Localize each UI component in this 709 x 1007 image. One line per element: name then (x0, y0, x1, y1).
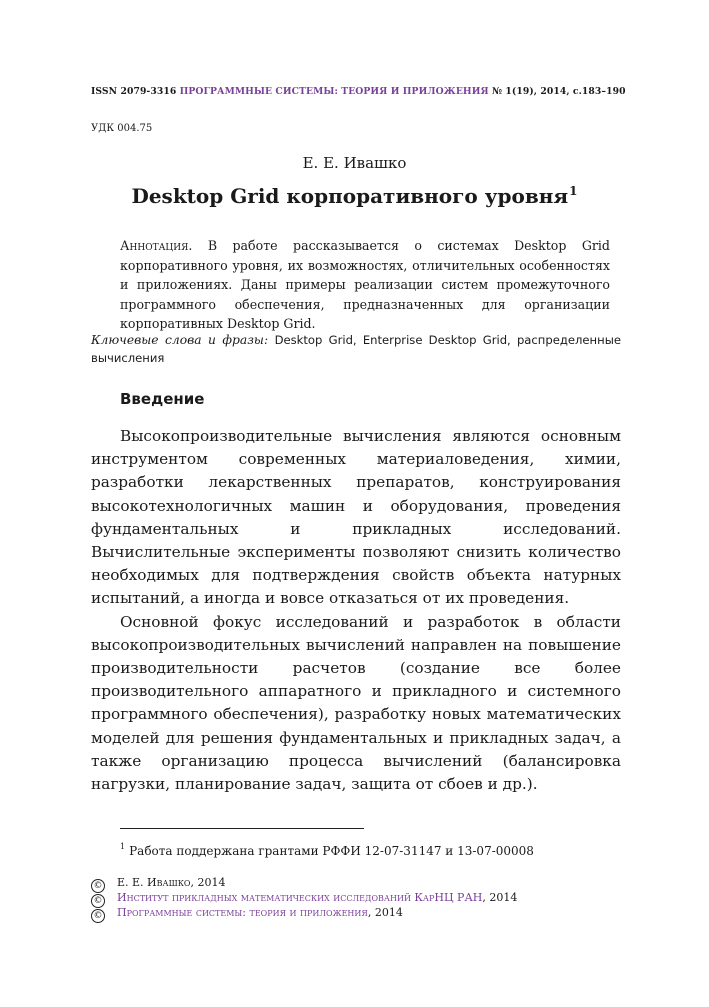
copyright-line (91, 906, 403, 923)
paragraph: Высокопроизводительные вычисления являются основным инструментом современных материаловедения, химии, разработки лекарственных препаратов, конструирования высокотехнологичных машин и оборудования, проведения фундаментальных и прикладных исследований. Вычислительные эксперименты позволяют снизить количество необходимых для подтверждения свойств объекта натурных испытаний, а иногда и вовсе отказаться от их проведения. (91, 427, 621, 608)
issn: ISSN 2079-3316 (91, 86, 177, 97)
footnote (120, 842, 534, 858)
copyright-icon: © (91, 909, 105, 923)
copyright-institute[interactable]: Институт прикладных математических исследований КарНЦ РАН (117, 891, 483, 904)
body-text (91, 425, 621, 796)
copyright-icon: © (91, 894, 105, 908)
issue-info: № 1(19), 2014, с.183–190 (492, 86, 626, 97)
keywords-text: Desktop Grid, Enterprise Desktop Grid, распределенные вычисления (91, 333, 622, 365)
abstract-text: В работе рассказывается о системах Desktop Grid корпоративного уровня, их возможностях, отличительных особенностях и приложениях. Даны примеры реализации систем промежуточного программного обеспечения, предназначенных для организации корпоративных Desktop Grid. (120, 238, 610, 332)
keywords-label: Ключевые слова и фразы: (91, 333, 269, 347)
abstract-label: Аннотация. (120, 238, 193, 253)
title-footnote-mark[interactable]: 1 (569, 184, 578, 198)
copyright-journal[interactable]: Программные системы: теория и приложения (117, 906, 368, 919)
udk-code: УДК 004.75 (91, 123, 153, 134)
copyright-author: Е. Е. Ивашко, 2014 (117, 876, 226, 889)
paper-title (0, 184, 709, 208)
copyright-year: , 2014 (367, 906, 403, 919)
author: Е. Е. Ивашко (302, 154, 407, 172)
copyright-year: , 2014 (482, 891, 518, 904)
section-heading: Введение (120, 390, 205, 408)
footnote-mark: 1 (120, 842, 126, 851)
paper-title-text: Desktop Grid корпоративного уровня (131, 184, 569, 208)
footnote-divider (120, 828, 364, 829)
abstract (120, 236, 610, 334)
footnote-text: Работа поддержана грантами РФФИ 12-07-31147 и 13-07-00008 (129, 844, 534, 858)
copyright-icon: © (91, 879, 105, 893)
journal-name[interactable]: ПРОГРАММНЫЕ СИСТЕМЫ: ТЕОРИЯ И ПРИЛОЖЕНИЯ (179, 86, 489, 97)
keywords (91, 331, 621, 367)
paragraph: Основной фокус исследований и разработок в области высокопроизводительных вычислений направлен на повышение производительности расчетов (создание все более производительного аппаратного и прикладного и системного программного обеспечения), разработку новых математических моделей для решения фундаментальных и прикладных задач, а также организацию процесса вычислений (балансировка нагрузки, планирование задач, защита от сбоев и др.). (91, 612, 621, 794)
running-header (91, 86, 626, 97)
